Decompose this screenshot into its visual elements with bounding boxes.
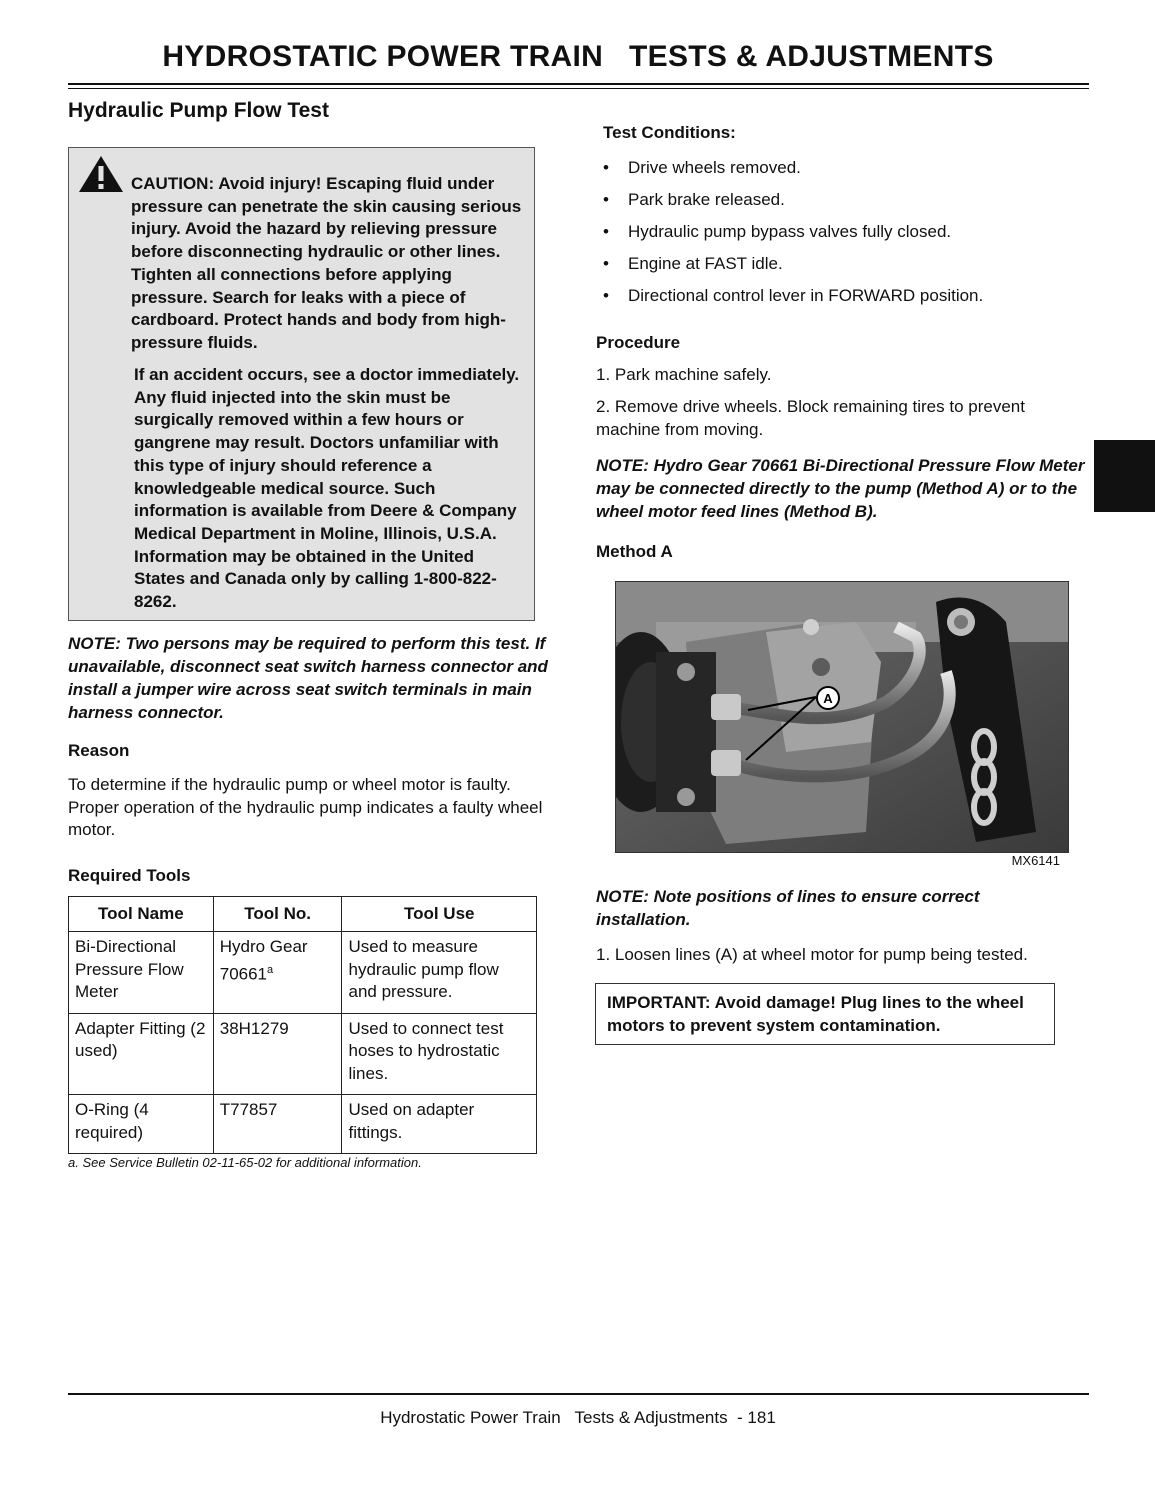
important-text: IMPORTANT: Avoid damage! Plug lines to the wheel motors to prevent system contamination.: [607, 993, 1024, 1035]
procedure-step-2: 2. Remove drive wheels. Block remaining tires to prevent machine from moving.: [596, 397, 1025, 439]
page-header-title: HYDROSTATIC POWER TRAIN TESTS & ADJUSTMENTS: [162, 40, 994, 73]
page-footer: Hydrostatic Power Train Tests & Adjustments - 181: [380, 1408, 776, 1427]
reason-text: To determine if the hydraulic pump or wheel motor is faulty. Proper operation of the hydraulic pump indicates a faulty wheel motor.: [68, 775, 543, 839]
table-row: [69, 1013, 537, 1095]
method-a-heading: Method A: [596, 542, 673, 561]
list-item: • Hydraulic pump bypass valves fully closed.: [596, 221, 1096, 253]
tool-use-cell: Used to measure hydraulic pump flow and pressure.: [342, 932, 537, 1014]
table-row: [69, 1095, 537, 1154]
tool-use-cell: Used to connect test hoses to hydrostatic lines.: [342, 1013, 537, 1095]
list-item: • Directional control lever in FORWARD position.: [596, 285, 1096, 317]
tool-name-cell: Bi-Directional Pressure Flow Meter: [69, 932, 214, 1014]
list-item: • Park brake released.: [596, 189, 1096, 221]
important-box: [595, 983, 1055, 1045]
list-item: • Drive wheels removed.: [596, 157, 1096, 189]
method-a-photo: [615, 581, 1069, 853]
tool-number-cell: T77857: [213, 1095, 342, 1154]
note-line-positions: NOTE: Note positions of lines to ensure correct installation.: [596, 887, 980, 929]
procedure-step-1: 1. Park machine safely.: [596, 365, 772, 384]
table-footnote: a. See Service Bulletin 02-11-65-02 for additional information.: [68, 1155, 422, 1170]
table-header-row: [69, 897, 537, 932]
hydraulic-lines-photo-illustration: [616, 582, 1069, 853]
tool-name-cell: Adapter Fitting (2 used): [69, 1013, 214, 1095]
column-header-tool-no: Tool No.: [213, 897, 342, 932]
tool-number-cell: [213, 932, 342, 1014]
note-hydro-gear: NOTE: Hydro Gear 70661 Bi-Directional Pressure Flow Meter may be connected directly to the pump (Method A) or to the wheel motor feed lines (Method B).: [596, 456, 1085, 521]
note-two-persons: NOTE: Two persons may be required to perform this test. If unavailable, disconnect seat switch harness connector and install a jumper wire across seat switch terminals in main harness connector.: [68, 634, 548, 722]
caution-paragraph-1: CAUTION: Avoid injury! Escaping fluid under pressure can penetrate the skin causing serious injury. Avoid the hazard by relieving pressure before disconnecting hydraulic or other lines. Tighten all connections before applying pressure. Search for leaks with a piece of cardboard. Protect hands and body from high-pressure fluids.: [131, 174, 522, 352]
warning-triangle-icon: [78, 155, 124, 193]
section-title: Hydraulic Pump Flow Test: [68, 99, 329, 122]
list-item: • Engine at FAST idle.: [596, 253, 1096, 285]
footnote-mark: a: [267, 963, 274, 976]
test-conditions-list: [596, 157, 1096, 317]
reason-heading: Reason: [68, 741, 130, 760]
test-conditions-heading: Test Conditions:: [603, 123, 736, 142]
required-tools-heading: Required Tools: [68, 866, 191, 885]
tool-number-text: Hydro Gear 70661: [219, 937, 308, 984]
footer-rule: [68, 1393, 1089, 1395]
section-tab-marker: [1094, 440, 1155, 512]
callout-label-a: A: [823, 691, 833, 706]
header-rule-thin: [68, 88, 1089, 89]
figure-id: MX6141: [1011, 853, 1060, 868]
step-loosen-lines: 1. Loosen lines (A) at wheel motor for pump being tested.: [596, 945, 1028, 964]
table-row: [69, 932, 537, 1014]
header-rule: [68, 83, 1089, 85]
tool-use-cell: Used on adapter fittings.: [342, 1095, 537, 1154]
tool-name-cell: O-Ring (4 required): [69, 1095, 214, 1154]
tool-number-cell: 38H1279: [213, 1013, 342, 1095]
column-header-tool-name: Tool Name: [69, 897, 214, 932]
tools-table: [68, 896, 537, 1154]
procedure-heading: Procedure: [596, 333, 681, 352]
column-header-tool-use: Tool Use: [342, 897, 537, 932]
caution-paragraph-2: If an accident occurs, see a doctor immediately. Any fluid injected into the skin must be surgically removed within a few hours or gangrene may result. Doctors unfamiliar with this type of injury should reference a knowledgeable medical source. Such information is available from Deere & Company Medical Department in Moline, Illinois, U.S.A. Information may be obtained in the United States and Canada only by calling 1-800-822-8262.: [134, 365, 520, 612]
